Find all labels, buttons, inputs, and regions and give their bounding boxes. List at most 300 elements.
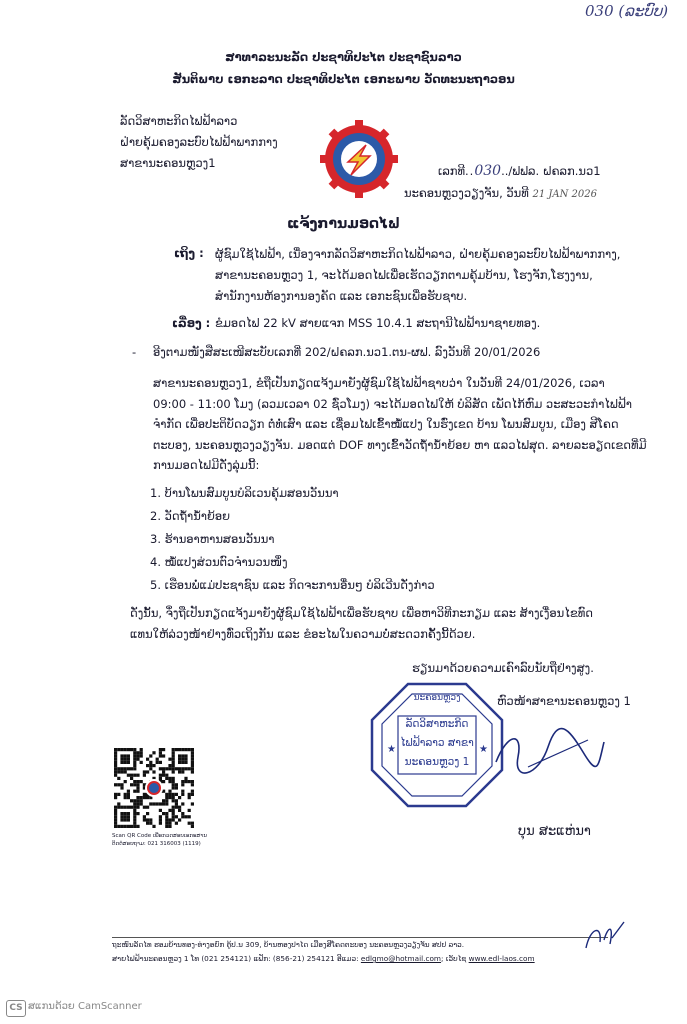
qr-module — [114, 796, 117, 799]
qr-module — [168, 767, 171, 770]
qr-module — [184, 767, 187, 770]
subject-label: ເລື່ອງ : — [172, 316, 211, 330]
qr-module — [117, 783, 120, 786]
body-line: ຕະບອງ, ນະຄອນຫຼວງວຽງຈັນ. ມອດແຕ່ DOF ທາງເຂົ້າວັດຖໍ້ານໍ້າຍ້ອຍ ຫາ ແລວໄຟສຸດ. ລາຍລະອຽດເຂດທີ່ມີ — [153, 437, 647, 452]
qr-module — [117, 793, 120, 796]
qr-module — [124, 758, 127, 761]
qr-module — [124, 818, 127, 821]
footer-website-label: ; ເວັບໄຊ — [441, 954, 469, 963]
qr-module — [127, 825, 130, 828]
qr-module — [168, 822, 171, 825]
footer-email-link[interactable]: edlgmo@hotmail.com — [360, 954, 442, 963]
qr-module — [178, 754, 181, 757]
qr-module — [127, 818, 130, 821]
list-item: 3. ຮ້ານອາຫານສອນວັນນາ — [150, 532, 275, 546]
qr-module — [146, 758, 149, 761]
qr-caption-line: ຕິດຕໍ່ສອບຖາມ: 021 316003 (1119) — [112, 841, 201, 847]
body-paragraph — [153, 373, 647, 476]
qr-module — [136, 790, 139, 793]
qr-module — [143, 793, 146, 796]
qr-module — [184, 780, 187, 783]
qr-module — [136, 780, 139, 783]
qr-module — [136, 774, 139, 777]
place-label: ນະຄອນຫຼວງວຽງຈັນ, ວັນທີ — [404, 186, 529, 200]
qr-module — [178, 761, 181, 764]
qr-module — [159, 802, 162, 805]
qr-module — [114, 825, 117, 828]
qr-module — [172, 767, 175, 770]
qr-module — [149, 802, 152, 805]
qr-module — [133, 806, 136, 809]
qr-module — [191, 790, 194, 793]
qr-module — [168, 777, 171, 780]
list-item: 1. ບ້ານໂພນສົມບູນບໍລິເວນຄຸ້ມສອນວັນນາ — [150, 486, 339, 500]
qr-module — [168, 764, 171, 767]
qr-module — [184, 815, 187, 818]
qr-module — [172, 770, 175, 773]
qr-module — [191, 751, 194, 754]
qr-module — [159, 761, 162, 764]
qr-module — [114, 751, 117, 754]
qr-module — [172, 748, 175, 751]
qr-module — [124, 748, 127, 751]
qr-module — [162, 774, 165, 777]
qr-module — [133, 783, 136, 786]
qr-module — [133, 818, 136, 821]
qr-module — [136, 812, 139, 815]
camscanner-watermark: ສແກນດ້ວຍ CamScanner — [28, 1001, 142, 1012]
qr-module — [130, 783, 133, 786]
qr-module — [143, 806, 146, 809]
qr-module — [117, 825, 120, 828]
qr-module — [114, 758, 117, 761]
qr-module — [133, 825, 136, 828]
qr-module — [133, 799, 136, 802]
qr-module — [120, 812, 123, 815]
stamp-line: ລັດວິສາຫະກິດ — [405, 718, 469, 730]
qr-module — [181, 790, 184, 793]
qr-module — [184, 777, 187, 780]
qr-module — [120, 786, 123, 789]
qr-module — [136, 754, 139, 757]
qr-module — [120, 815, 123, 818]
qr-module — [120, 758, 123, 761]
signature-icon — [488, 722, 608, 782]
qr-module — [120, 761, 123, 764]
qr-module — [133, 748, 136, 751]
qr-module — [178, 796, 181, 799]
qr-module — [146, 764, 149, 767]
qr-module — [172, 786, 175, 789]
qr-module — [127, 748, 130, 751]
qr-module — [127, 758, 130, 761]
qr-module — [165, 793, 168, 796]
qr-module — [117, 770, 120, 773]
qr-module — [188, 815, 191, 818]
qr-module — [114, 754, 117, 757]
qr-module — [152, 751, 155, 754]
qr-module — [191, 748, 194, 751]
qr-module — [146, 812, 149, 815]
qr-module — [136, 825, 139, 828]
qr-module — [184, 761, 187, 764]
qr-module — [130, 767, 133, 770]
qr-module — [146, 822, 149, 825]
qr-module — [114, 809, 117, 812]
qr-module — [172, 751, 175, 754]
qr-module — [175, 767, 178, 770]
qr-module — [127, 793, 130, 796]
qr-module — [188, 780, 191, 783]
qr-module — [124, 770, 127, 773]
qr-module — [149, 822, 152, 825]
qr-module — [188, 809, 191, 812]
qr-module — [162, 802, 165, 805]
org-name: ລັດວິສາຫະກິດໄຟຟ້າລາວ — [120, 114, 238, 128]
qr-module — [178, 770, 181, 773]
qr-module — [184, 748, 187, 751]
qr-module — [181, 783, 184, 786]
qr-module — [117, 748, 120, 751]
to-line: ສຳນັກງານຫ້ອງການອງຄັດ ແລະ ເອກະຊົນເພື່ອຮັບຊາບ. — [215, 289, 468, 303]
qr-module — [130, 748, 133, 751]
qr-caption-line: Scan QR Code ເພື່ອກວດສອບເອກະສານ — [112, 833, 207, 839]
qr-module — [143, 818, 146, 821]
qr-module — [172, 812, 175, 815]
qr-module — [168, 796, 171, 799]
qr-module — [117, 806, 120, 809]
qr-module — [175, 793, 178, 796]
qr-module — [191, 822, 194, 825]
qr-module — [133, 780, 136, 783]
reference-line: ອີງຕາມໜັງສືສະເໜີສະບັບເລກທີ່ 202/ຝຄລກ.ນວ1.ຕນ-ຜຟ. ລົງວັນທີ 20/01/2026 — [153, 345, 541, 359]
qr-module — [188, 793, 191, 796]
to-line: ຜູ້ຊົມໃຊ້ໄຟຟ້າ, ເນື່ອງຈາກລັດວິສາຫະກິດໄຟຟ້າລາວ, ຝ່າຍຄຸ້ມຄອງລະບົບໄຟຟ້າພາກກາງ, — [215, 247, 621, 261]
qr-module — [114, 761, 117, 764]
qr-module — [133, 761, 136, 764]
qr-module — [136, 799, 139, 802]
body-line: ຈຳກັດ ເພື່ອປະຕິບັດວຽກ ຕໍ່ທໍ່ເສົາ ແລະ ເຊື່ອມໄຟເຂົ້າໝໍ້ແປງ ໃນຮົ່ງເຂດ ບ້ານ ໂພນສົມບູນ, ເມືອງ ສີໂຄດ — [153, 417, 619, 431]
qr-module — [130, 825, 133, 828]
qr-module — [181, 754, 184, 757]
qr-module — [181, 793, 184, 796]
svg-text:★: ★ — [479, 744, 488, 755]
qr-module — [178, 809, 181, 812]
qr-module — [124, 754, 127, 757]
footer-initials-icon — [580, 918, 628, 956]
footer-address: ຖະໜົນລັດໄທ ຮອມບ້ານທອງ-ທ່າງອຍົກ ຕູ້ປ.ນ 309, ບ້ານຫອງປາໄດ ເມືອງສີໂຄດຕະບອງ ນະຄອນຫຼວງວຽງຈັນ ສປປ ລາວ. — [112, 940, 465, 949]
qr-module — [168, 790, 171, 793]
reference-number: ເລກທີ..030../ຟຟລ. ຝຄລກ.ນວ1 — [438, 163, 601, 179]
list-item: 5. ເຮືອນພໍ່ແມ່ປະຊາຊົນ ແລະ ກິດຈະການອື່ນໆ ບໍລິເວີນດັ່ງກ່າວ — [150, 578, 435, 592]
qr-module — [136, 806, 139, 809]
qr-module — [124, 812, 127, 815]
qr-module — [175, 802, 178, 805]
qr-module — [181, 748, 184, 751]
qr-module — [136, 758, 139, 761]
qr-module — [130, 774, 133, 777]
qr-module — [127, 806, 130, 809]
org-department: ຝ່າຍຄຸ້ມຄອງລະບົບໄຟຟ້າພາກກາງ — [120, 135, 278, 149]
reference-number-value: 030 — [474, 163, 502, 179]
qr-module — [120, 748, 123, 751]
camscanner-badge: CS — [6, 1000, 26, 1017]
qr-module — [168, 758, 171, 761]
qr-module — [127, 761, 130, 764]
qr-module — [159, 818, 162, 821]
qr-module — [146, 796, 149, 799]
qr-module — [120, 767, 123, 770]
list-item: 2. ວັດຖໍ້ານໍ້າຍ້ອຍ — [150, 509, 231, 523]
edl-logo-icon — [318, 118, 400, 200]
qr-module — [188, 767, 191, 770]
qr-module — [165, 777, 168, 780]
qr-module — [124, 761, 127, 764]
qr-module — [156, 761, 159, 764]
qr-module — [124, 806, 127, 809]
qr-module — [133, 802, 136, 805]
qr-module — [136, 786, 139, 789]
qr-module — [130, 799, 133, 802]
qr-module — [175, 806, 178, 809]
qr-module — [181, 758, 184, 761]
qr-module — [117, 802, 120, 805]
qr-module — [178, 767, 181, 770]
qr-module — [172, 799, 175, 802]
qr-module — [117, 777, 120, 780]
qr-module — [140, 754, 143, 757]
qr-module — [191, 825, 194, 828]
qr-module — [159, 754, 162, 757]
footer-rule — [112, 937, 608, 938]
qr-module — [191, 802, 194, 805]
qr-module — [140, 761, 143, 764]
date-stamp: 21 JAN 2026 — [532, 189, 597, 200]
qr-module — [127, 796, 130, 799]
national-header-line1: ສາທາລະນະລັດ ປະຊາທິປະໄຕ ປະຊາຊົນລາວ — [225, 50, 462, 64]
qr-module — [140, 799, 143, 802]
stamp-ring-text: ນະຄອນຫຼວງ — [413, 693, 461, 703]
qr-module — [114, 764, 117, 767]
qr-module — [114, 806, 117, 809]
qr-module — [120, 770, 123, 773]
qr-module — [149, 818, 152, 821]
qr-module — [133, 774, 136, 777]
national-motto-line: ສັນຕິພາບ ເອກະລາດ ປະຊາທິປະໄຕ ເອກະພາບ ວັດທະນະຖາວອນ — [172, 72, 515, 86]
body-line: ການມອດໄຟມີດັ່ງລຸ່ມນີ້: — [153, 458, 260, 472]
qr-module — [120, 754, 123, 757]
qr-module — [188, 748, 191, 751]
qr-module — [133, 754, 136, 757]
qr-module — [184, 754, 187, 757]
qr-module — [172, 815, 175, 818]
footer-website-link[interactable]: www.edl-laos.com — [468, 954, 535, 963]
closing-line: ດັ່ງນັ້ນ, ຈຶ່ງຖືເປັນກຽດແຈ້ງມາຍັງຜູ້ຊົມໃຊ້ໄຟຟ້າເພື່ອຮັບຊາບ ເພື່ອຫາວິທີກະກຽມ ແລະ ສ້າງເງື່ອນໄຂທົດ — [130, 606, 593, 620]
org-branch: ສາຂານະຄອນຫຼວງ1 — [120, 156, 216, 170]
qr-module — [178, 758, 181, 761]
qr-module — [114, 783, 117, 786]
qr-module — [191, 783, 194, 786]
qr-module — [152, 764, 155, 767]
qr-module — [120, 818, 123, 821]
qr-module — [165, 796, 168, 799]
qr-module — [181, 767, 184, 770]
qr-module — [140, 780, 143, 783]
qr-module — [159, 767, 162, 770]
closing-line: ແທນໃຫ້ລ່ວງໜ້າຢ່າງທົ່ວເຖິງກັນ ແລະ ຂໍອະໄພໃນຄວາມບໍ່ສະດວກຄັ້ງນີ້ດ້ວຍ. — [130, 626, 476, 641]
qr-module — [114, 748, 117, 751]
reference-suffix: /ຟຟລ. ຝຄລກ.ນວ1 — [508, 164, 601, 178]
qr-module — [168, 818, 171, 821]
qr-module — [124, 796, 127, 799]
stamp-line: ນະຄອນຫຼວງ 1 — [404, 756, 470, 768]
qr-module — [130, 777, 133, 780]
signatory-title: ຫົວໜ້າສາຂານະຄອນຫຼວງ 1 — [497, 694, 631, 708]
qr-module — [181, 812, 184, 815]
qr-caption — [112, 832, 207, 848]
qr-module — [181, 780, 184, 783]
document-title: ແຈ້ງການມອດໄຟ — [287, 216, 400, 232]
qr-module — [114, 822, 117, 825]
qr-module — [168, 825, 171, 828]
qr-module — [159, 751, 162, 754]
qr-module — [178, 806, 181, 809]
qr-module — [172, 818, 175, 821]
qr-module — [165, 822, 168, 825]
qr-module — [191, 754, 194, 757]
qr-module — [140, 751, 143, 754]
qr-module — [143, 774, 146, 777]
qr-module — [175, 783, 178, 786]
qr-module — [159, 777, 162, 780]
qr-module — [127, 812, 130, 815]
qr-module — [120, 806, 123, 809]
qr-module — [172, 780, 175, 783]
qr-module — [162, 812, 165, 815]
qr-module — [124, 815, 127, 818]
body-line: ສາຂານະຄອນຫຼວງ1, ຂໍຖືເປັນກຽດແຈ້ງມາຍັງຜູ້ຊົມໃຊ້ໄຟຟ້າຊາບວ່າ ໃນວັນທີ 24/01/2026, ເວລາ — [153, 376, 605, 390]
qr-module — [181, 802, 184, 805]
regards-line: ຮຽນມາດ້ວຍຄວາມເຄົາລົບນັບຖືຢ່າງສູງ. — [412, 661, 594, 675]
qr-module — [136, 783, 139, 786]
qr-module — [143, 815, 146, 818]
qr-module — [181, 770, 184, 773]
qr-module — [191, 793, 194, 796]
qr-module — [149, 761, 152, 764]
qr-module — [178, 818, 181, 821]
qr-module — [136, 751, 139, 754]
qr-module — [127, 774, 130, 777]
qr-module — [159, 748, 162, 751]
qr-module — [191, 780, 194, 783]
subject-text: ຂໍມອດໄຟ 22 kV ສາຍແຈກ MSS 10.4.1 ສະຖານີໄຟຟ້ານາຊາຍທອງ. — [215, 316, 541, 330]
qr-module — [162, 770, 165, 773]
qr-module — [133, 751, 136, 754]
to-label: ເຖິງ : — [174, 246, 204, 260]
qr-module — [152, 802, 155, 805]
qr-module — [133, 822, 136, 825]
qr-module — [146, 818, 149, 821]
qr-module — [159, 774, 162, 777]
qr-module — [114, 793, 117, 796]
qr-module — [165, 774, 168, 777]
qr-module — [133, 790, 136, 793]
qr-module — [162, 754, 165, 757]
qr-module — [168, 780, 171, 783]
place-date-line — [404, 184, 597, 204]
stamp-line: ໄຟຟ້າລາວ ສາຂາ — [400, 737, 474, 749]
qr-module — [120, 783, 123, 786]
qr-module — [175, 786, 178, 789]
qr-module — [130, 806, 133, 809]
signatory-name: ບຸນ ສະແຫ່ນາ — [518, 824, 591, 839]
qr-module — [165, 815, 168, 818]
qr-module — [172, 777, 175, 780]
qr-module — [175, 799, 178, 802]
qr-module — [114, 815, 117, 818]
qr-module — [175, 748, 178, 751]
qr-module — [127, 754, 130, 757]
qr-module — [172, 796, 175, 799]
qr-module — [143, 770, 146, 773]
qr-module — [120, 825, 123, 828]
qr-module — [146, 770, 149, 773]
qr-module — [127, 767, 130, 770]
qr-module — [114, 818, 117, 821]
qr-module — [152, 770, 155, 773]
qr-module — [159, 809, 162, 812]
qr-module — [165, 825, 168, 828]
qr-module — [140, 748, 143, 751]
qr-module — [152, 825, 155, 828]
reference-label: ເລກທີ — [438, 164, 466, 178]
qr-module — [165, 818, 168, 821]
qr-module — [159, 822, 162, 825]
qr-module — [162, 799, 165, 802]
qr-module — [191, 761, 194, 764]
affected-areas-list — [150, 482, 435, 597]
qr-module — [165, 812, 168, 815]
qr-module — [117, 767, 120, 770]
qr-module — [178, 748, 181, 751]
qr-module — [124, 825, 127, 828]
reference-dash: - — [132, 345, 137, 359]
qr-module — [175, 822, 178, 825]
qr-module — [114, 767, 117, 770]
qr-module — [149, 754, 152, 757]
qr-module — [114, 770, 117, 773]
qr-module — [136, 796, 139, 799]
qr-code[interactable] — [114, 748, 194, 828]
qr-module — [188, 796, 191, 799]
svg-text:★: ★ — [387, 744, 396, 755]
qr-module — [114, 812, 117, 815]
closing-paragraph — [130, 603, 593, 644]
qr-module — [165, 802, 168, 805]
qr-module — [162, 780, 165, 783]
corner-handwritten-note: 030 (ລະບົບ) — [585, 2, 669, 20]
qr-module — [188, 822, 191, 825]
qr-module — [191, 770, 194, 773]
qr-center-logo-icon — [148, 782, 160, 794]
qr-module — [172, 761, 175, 764]
body-line: 09:00 - 11:00 ໂມງ (ລວມເວລາ 02 ຊົ່ວໂມງ) ຈະໄດ້ມອດໄຟໃຫ້ ບໍລິສັດ ເພັດໄກ້ຫົມ ວະສະວະກຳໄຟຟ້າ — [153, 396, 632, 411]
to-line: ສາຂານະຄອນຫຼວງ 1, ຈະໄດ້ມອດໄຟເພື່ອເຮັດວຽກຕາມຄຸ້ມບ້ານ, ໂຮງຈັກ,ໂຮງງານ, — [215, 268, 593, 282]
qr-module — [191, 764, 194, 767]
qr-module — [175, 815, 178, 818]
qr-module — [181, 761, 184, 764]
qr-module — [133, 809, 136, 812]
